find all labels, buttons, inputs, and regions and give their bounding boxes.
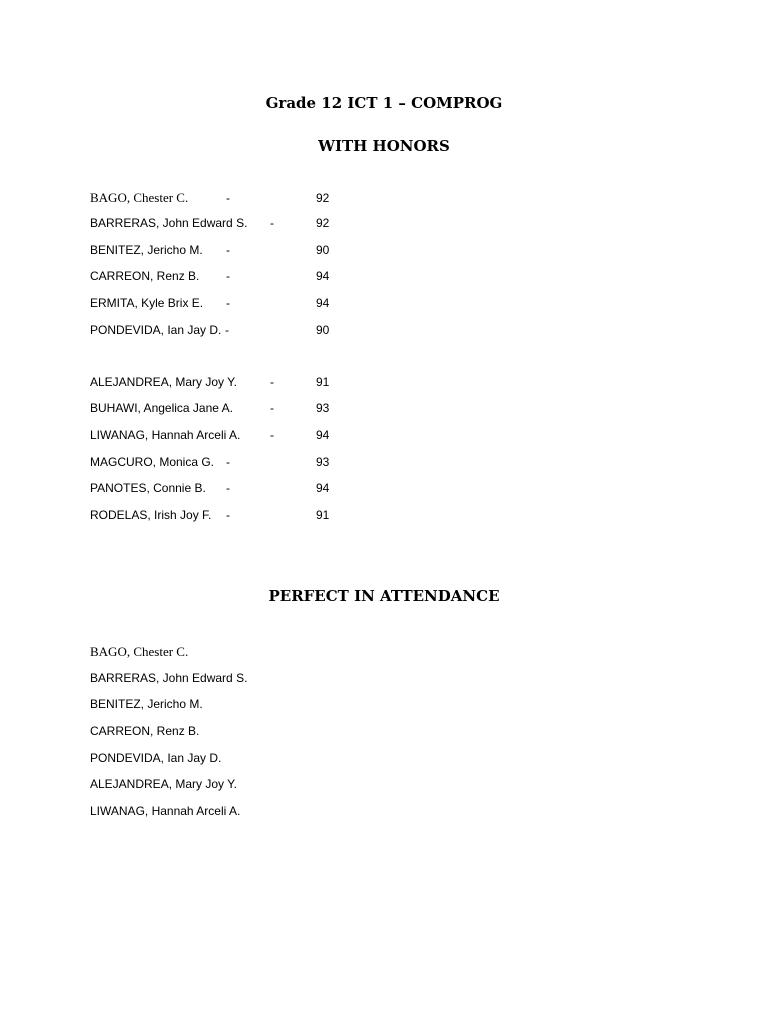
student-grade: 92 (316, 191, 330, 205)
student-name: BENITEZ, Jericho M. (90, 243, 203, 257)
student-grade: 91 (316, 508, 330, 522)
student-name: BAGO, Chester C. (90, 190, 189, 205)
student-grade: 93 (316, 401, 330, 415)
student-grade: 94 (316, 296, 330, 310)
separator-dash: - (226, 455, 230, 469)
student-grade: 92 (316, 216, 330, 230)
separator-dash: - (270, 428, 274, 442)
separator-dash: - (226, 243, 230, 257)
student-name: CARREON, Renz B. (90, 724, 200, 738)
separator-dash: - (226, 269, 230, 283)
student-name: LIWANAG, Hannah Arceli A. (90, 804, 241, 818)
student-name: CARREON, Renz B. (90, 269, 200, 283)
student-name: MAGCURO, Monica G. (90, 455, 215, 469)
student-name: ERMITA, Kyle Brix E. (90, 296, 204, 310)
student-grade: 90 (316, 323, 330, 337)
student-name: BARRERAS, John Edward S. (90, 671, 248, 685)
student-name: PONDEVIDA, Ian Jay D. (90, 323, 222, 337)
student-name: ALEJANDREA, Mary Joy Y. (90, 375, 237, 389)
student-grade: 94 (316, 481, 330, 495)
student-name: RODELAS, Irish Joy F. (90, 508, 212, 522)
student-name: BARRERAS, John Edward S. (90, 216, 248, 230)
student-name: BUHAWI, Angelica Jane A. (90, 401, 233, 415)
separator-dash: - (270, 401, 274, 415)
separator-dash: - (270, 375, 274, 389)
attendance-heading: PERFECT IN ATTENDANCE (268, 587, 500, 605)
student-name: BENITEZ, Jericho M. (90, 697, 203, 711)
student-grade: 94 (316, 269, 330, 283)
separator-dash: - (225, 323, 229, 337)
separator-dash: - (226, 481, 230, 495)
student-grade: 91 (316, 375, 330, 389)
separator-dash: - (270, 216, 274, 230)
student-name: ALEJANDREA, Mary Joy Y. (90, 777, 237, 791)
student-grade: 90 (316, 243, 330, 257)
student-name: PANOTES, Connie B. (90, 481, 206, 495)
honors-heading: WITH HONORS (318, 137, 450, 155)
separator-dash: - (226, 296, 230, 310)
student-grade: 94 (316, 428, 330, 442)
student-name: PONDEVIDA, Ian Jay D. (90, 751, 222, 765)
separator-dash: - (226, 191, 230, 205)
student-grade: 93 (316, 455, 330, 469)
separator-dash: - (226, 508, 230, 522)
document-title: Grade 12 ICT 1 – COMPROG (265, 94, 503, 112)
student-name: LIWANAG, Hannah Arceli A. (90, 428, 241, 442)
student-name: BAGO, Chester C. (90, 644, 189, 659)
